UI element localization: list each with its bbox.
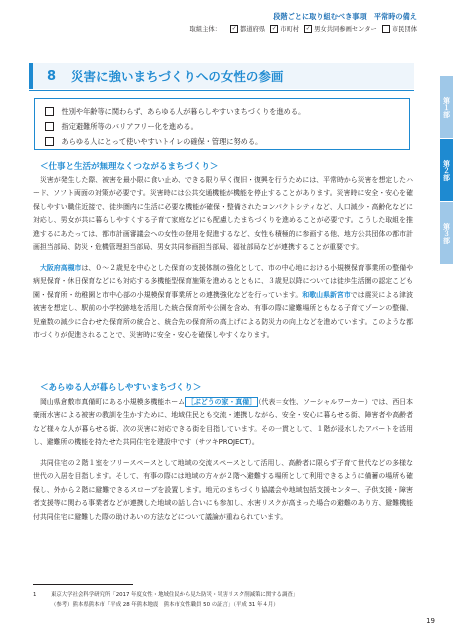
actor-gender-center: 男女共同参画センター [314,26,377,33]
place-name-highlight: 大阪府高槻市 [40,264,82,272]
page-number: 19 [426,617,435,625]
checklist-text: あらゆる人にとって使いやすいトイレの確保・管理に努める。 [61,136,263,146]
footnote-divider [33,584,133,585]
body-paragraph: 共同住宅の２階１室をフリースペースとして地域の交流スペースとして活用し、高齢者に限らず子育て世代などの多様な世代の入居を目指します。そして、有事の際には地域の方々が２階へ避難する場所として利用できるように備蓄の場所も確保し、外から２階に避難できるスロープを設置します。地元のまちづくり協議会や地域包括支援センター、子供支援・障害者支援等に関わる事業者などが連携した地域の話し合いにも参加し、水害リスクが高まった場合の避難のあり方、避難機能付共同住宅に避難した際の助けあいの方法などについて議論が重ねられています。 [33,459,413,521]
section-title: 災害に強いまちづくりへの女性の参画 [71,69,284,84]
checklist-item [45,134,409,149]
checklist-box [34,98,410,150]
facility-name-highlight: ［ぶどうの家・真備］ [187,398,257,406]
body-paragraph [33,396,413,450]
actor-civic-group: 市民団体 [391,26,417,33]
actors-label: 取組主体： [189,26,222,33]
section-title-bar [29,63,414,89]
tab-part-3[interactable]: 第３部 [440,202,453,264]
subsection-heading: ＜あらゆる人が暮らしやすいまちづくり＞ [40,383,202,393]
part-tabs [440,76,453,265]
checkbox-icon [45,107,54,116]
tab-part-1[interactable]: 第１部 [440,76,453,138]
actor-municipality: 市町村 [280,26,300,33]
checklist-text: 性別や年齢等に関わらず、あらゆる人が暮らしやすいまちづくりを進める。 [61,106,306,116]
actors-row [190,24,417,33]
title-underline [29,90,414,91]
subsection-heading: ＜仕事と生活が無理なくつながるまちづくり＞ [40,162,219,172]
check-icon: ✓ [231,25,237,32]
checklist-text: 指定避難所等のバリアフリー化を進める。 [61,121,198,131]
footnote [33,590,413,610]
place-name-highlight: 和歌山県新宮市 [302,290,351,299]
tab-part-2[interactable]: 第２部 [440,139,453,201]
section-number: 8 [47,68,57,84]
body-paragraph: 災害が発生した際、被害を最小限に食い止め、できる限り早く復旧・復興を行うためには、平常時から災害を想定したハード、ソフト両面の対策が必要です。災害時には公共交通機能が機能を停止することがあります。災害時に安全・安心を確保しやすい職住近接で、徒歩圏内に生活に必要な機能が確保・整備されたコンパクトシティなど、人口減少・高齢化などに対応し、男女が共に暮らしやすくする子育て家庭などにも配慮したまちづくりを進めることが必要です。こうした取組を推進するにあたっては、都市計画審議会への女性の登用を促進するなど、女性も積極的に参画する他、地方公共団体の都市計画担当部局、防災・危機管理担当部局、男女共同参画担当部局、福祉部局などが連携することが重要です。 [33,176,413,252]
body-text: は、０～２歳児を中心とした保育の支援体制の強化として、市の中心地における小規模保育事業所の整備や病児保育・休日保育などにも対応する多機能型保育施策を進めるとともに、３歳児以降については徒歩生活圏の認定こども園・保育所・幼稚園と市中心部の小規模保育事業所との連携強化などを行っています。 [33,264,414,299]
checkbox-icon [45,137,54,146]
checkbox-icon [45,122,54,131]
footnote-line: 東京大学社会科学研究所「2017 年度女性・地域住民から見た防災・災害リスク削減策に関する調査」 [51,592,299,598]
footnote-mark: 1 [33,592,37,598]
checklist-item [45,119,409,134]
check-icon: ✓ [271,25,277,32]
checklist-item [45,104,409,119]
body-text: （代表＝女性、ソーシャルワーカー）では、西日本豪雨水害による被害の教訓を生かすために、地域住民とも交流・連携しながら、安全・安心に暮らせる街、障害者や高齢者など様々な人が暮らせる街、次の災害に対応できる街を目指しています。その一貫として、１階が浸水したアパートを活用し、避難所の機能を持たせた共同住宅を建設中です（サツキPROJECT）。 [33,398,414,447]
actor-prefecture: 都道府県 [240,26,266,33]
checkbox-icon [382,25,390,33]
footnote-line: （参考）熊本県熊本市「平成 28 年熊本地震 熊本市女性職員 50 の証言」（平成 31 年４月） [51,602,279,608]
body-text: 岡山県倉敷市真備町にある小規模多機能ホーム [40,398,186,406]
phase-label: 段階ごとに取り組むべき事項 平常時の備え [273,12,417,21]
body-text: では震災による津波被害を想定し、駅前の小学校跡地を活用した統合保育所や公園を含め、有事の際に避難場所ともなる子育てゾーンの整備、児童数の減少に合わせた保育所の統合と、統合先の保育所の高上げによる防災力の向上などを進めています。このような都市づくりが促進されることで、災害時に安全・安心を確保しやすくなります。 [33,290,413,340]
check-icon: ✓ [305,25,311,32]
body-paragraph [33,262,413,342]
